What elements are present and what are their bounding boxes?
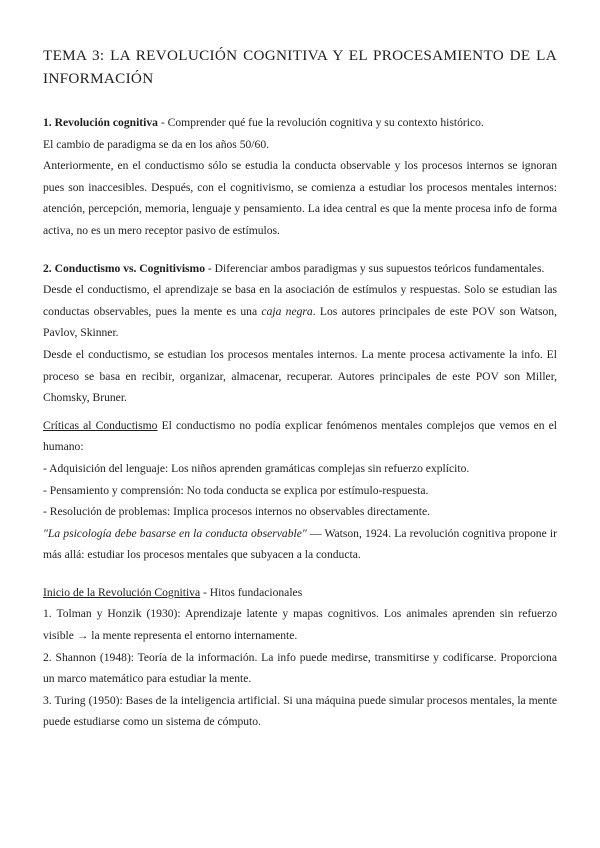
section-heading-text: - Comprender qué fue la revolución cognitiva y su contexto histórico. (157, 116, 484, 129)
underlined-heading: Inicio de la Revolución Cognitiva (43, 585, 201, 599)
list-item: - Resolución de problemas: Implica procesos internos no observables directamente. (43, 505, 430, 519)
section-heading (43, 112, 557, 134)
paragraph-text: . Los autores principales de este POV son Watson, Pavlov, Skinner. (43, 304, 557, 340)
section-heading-text: - Diferenciar ambos paradigmas y sus supuestos teóricos fundamentales. (205, 261, 545, 275)
section-heading-text: - Hitos fundacionales (200, 585, 303, 599)
document-page (43, 44, 557, 733)
paragraph-text: El conductismo no podía explicar fenómenos mentales complejos que vemos en el humano: (43, 418, 557, 454)
section-heading-label: 1. Revolución cognitiva (43, 116, 158, 129)
section-inicio-revolucion (43, 582, 557, 733)
paragraph: Desde el conductismo, se estudian los procesos mentales internos. La mente procesa activamente la info. El proceso se basa en recibir, organizar, almacenar, recuperar. Autores principales de este POV son Miller, Chomsky, Bruner. (43, 347, 557, 405)
list-item: - Pensamiento y comprensión: No toda conducta se explica por estímulo-respuesta. (43, 483, 429, 497)
underlined-heading: Críticas al Conductismo (43, 418, 158, 432)
paragraph-text: Desde el conductismo, el aprendizaje se basa en la asociación de estímulos y respuestas. Solo se estudian las conductas observables, pues la mente es una (43, 283, 557, 318)
paragraph (43, 279, 557, 344)
paragraph: El cambio de paradigma se da en los años 50/60. (43, 137, 270, 151)
section-revolucion-cognitiva (43, 112, 557, 242)
section-heading (43, 258, 557, 280)
list-item: 2. Shannon (1948): Teoría de la información. La info puede medirse, transmitirse y codificarse. Proporciona un marco matemático para estudiar la mente. (43, 650, 557, 686)
paragraph: Anteriormente, en el conductismo sólo se estudia la conducta observable y los procesos internos se ignoran pues son inaccesibles. Después, con el cognitivismo, se comienza a estudiar los procesos mentales internos: atención, percepción, memoria, lenguaje y pensamiento. La idea central es que la mente procesa info de forma activa, no es un mero receptor pasivo de estímulos. (43, 159, 557, 237)
quote-paragraph (43, 523, 557, 566)
section-conductismo-vs-cognitivismo (43, 258, 557, 566)
paragraph-text: — Watson, 1924. La revolución cognitiva propone ir más allá: estudiar los procesos mentales que subyacen a la conducta. (43, 526, 557, 562)
quote-text: "La psicología debe basarse en la conducta observable" (43, 526, 307, 540)
section-heading-label: 2. Conductismo vs. Cognitivismo (43, 261, 206, 275)
italic-term: caja negra (261, 304, 313, 318)
list-item: 3. Turing (1950): Bases de la inteligencia artificial. Si una máquina puede simular procesos mentales, la mente puede estudiarse como un sistema de cómputo. (43, 693, 557, 729)
page-title: TEMA 3: LA REVOLUCIÓN COGNITIVA Y EL PROCESAMIENTO DE LA INFORMACIÓN (43, 47, 557, 87)
section-heading (43, 582, 557, 604)
list-item: 1. Tolman y Honzik (1930): Aprendizaje latente y mapas cognitivos. Los animales aprenden sin refuerzo visible → la mente representa el entorno internamente. (43, 607, 557, 643)
list-item: - Adquisición del lenguaje: Los niños aprenden gramáticas complejas sin refuerzo explícito. (43, 461, 470, 475)
criticas-paragraph (43, 415, 557, 458)
